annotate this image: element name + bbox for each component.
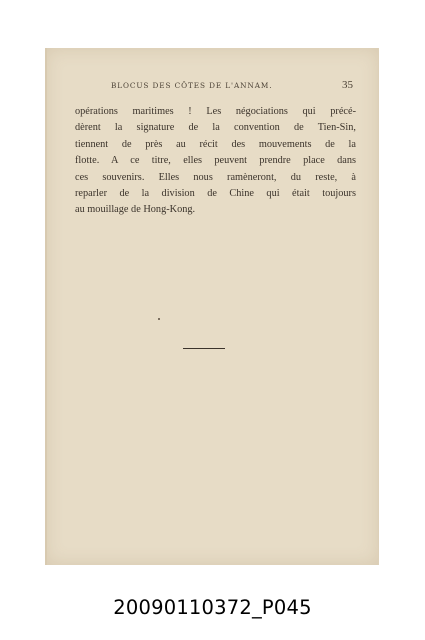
running-head	[45, 81, 379, 95]
running-title: BLOCUS DES CÔTES DE L'ANNAM.	[111, 81, 273, 90]
text-line: opérations maritimes ! Les négociations qui précé-	[75, 106, 356, 117]
section-end-rule	[183, 348, 225, 349]
image-caption: 20090110372_P045	[113, 596, 312, 619]
text-line: dèrent la signature de la convention de Tien-Sin,	[75, 122, 356, 134]
text-line: au mouillage de Hong-Kong.	[75, 204, 196, 216]
text-line: flotte. A ce titre, elles peuvent prendre place dans	[75, 155, 356, 167]
text-line: reparler de la division de Chine qui était toujours	[75, 188, 356, 200]
text-line: tiennent de près au récit des mouvements de la	[75, 138, 356, 150]
ink-speck	[158, 318, 160, 320]
page-number: 35	[342, 79, 353, 91]
text-line: ces souvenirs. Elles nous ramèneront, du reste, à	[75, 171, 356, 183]
body-text	[75, 104, 356, 219]
